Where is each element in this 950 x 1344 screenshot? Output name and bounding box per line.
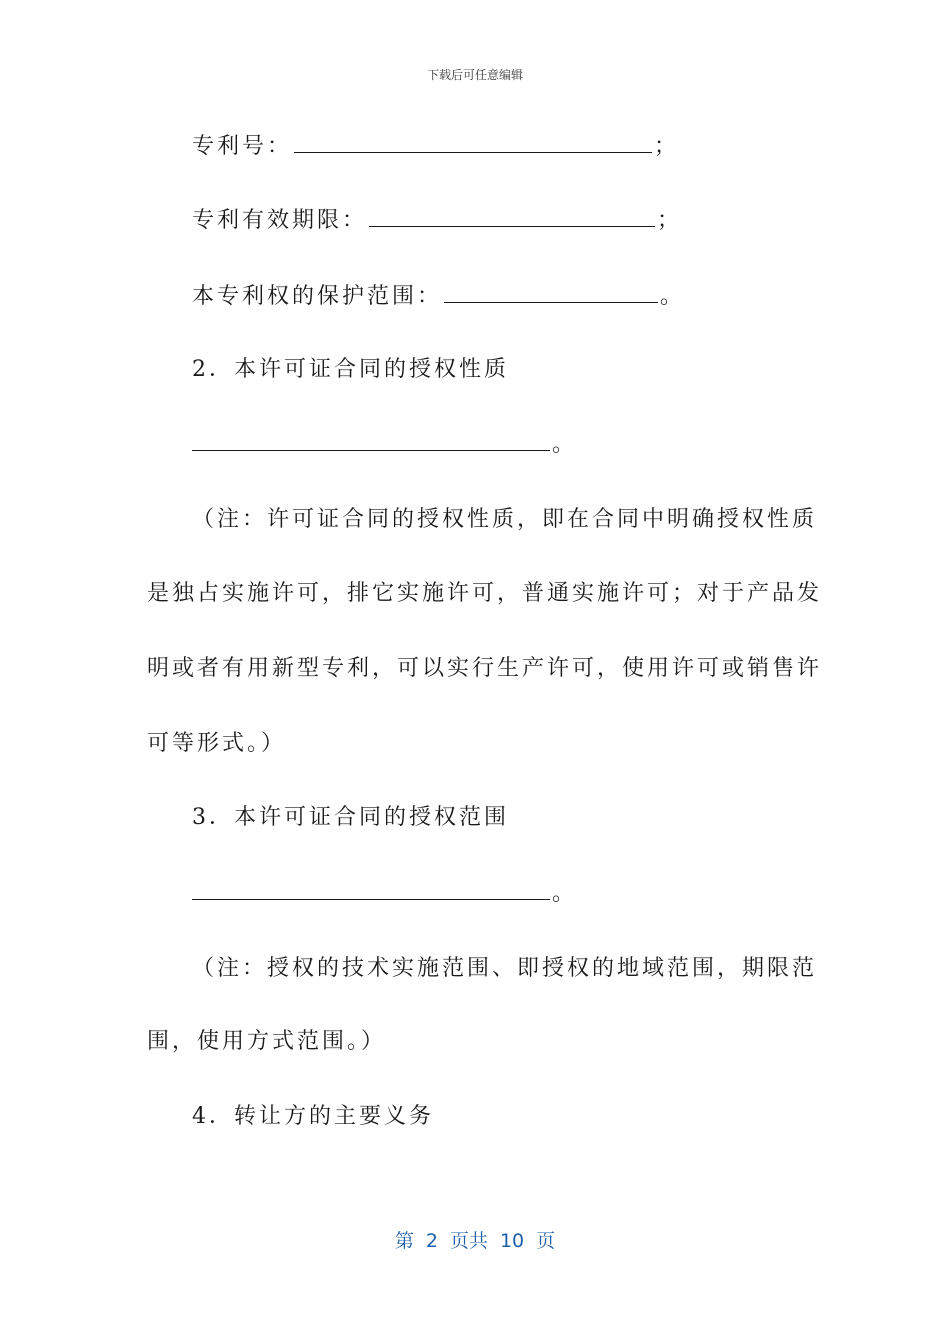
- scope-label: 本专利权的保护范围：: [192, 284, 443, 309]
- scope-end: 。: [660, 284, 686, 309]
- section2-note-line-2: 是独占实施许可，排它实施许可，普通实施许可；对于产品发: [147, 581, 823, 606]
- section3-blank-line: [192, 879, 577, 909]
- validity-label: 专利有效期限：: [192, 208, 368, 233]
- section4-heading: 4．转让方的主要义务: [192, 1104, 434, 1129]
- scope-blank: [444, 282, 658, 303]
- validity-blank: [369, 206, 655, 227]
- page-footer: [0, 1226, 950, 1253]
- footer-prefix: 第: [394, 1230, 414, 1252]
- footer-middle: 页共: [449, 1230, 488, 1252]
- section2-blank: [192, 430, 550, 451]
- section3-note-line-1: （注：授权的技术实施范围、即授权的地域范围，期限范: [192, 956, 818, 981]
- validity-line: [192, 206, 682, 236]
- section3-blank-end: 。: [552, 881, 578, 906]
- patent-number-blank: [294, 132, 652, 153]
- header-note: 下载后可任意编辑: [426, 68, 523, 82]
- section2-note-line-4: 可等形式。）: [147, 731, 287, 756]
- section2-blank-line: [192, 430, 577, 460]
- section2-note-line-1: （注：许可证合同的授权性质，即在合同中明确授权性质: [192, 507, 818, 532]
- section3-note-line-2: 围，使用方式范围。）: [147, 1029, 387, 1054]
- patent-number-end: ；: [654, 134, 680, 159]
- footer-total-pages: 10: [499, 1230, 525, 1252]
- scope-line: [192, 282, 685, 312]
- section2-blank-end: 。: [552, 432, 578, 457]
- patent-number-label: 专利号：: [192, 134, 293, 159]
- footer-page-number: 2: [425, 1230, 438, 1252]
- footer-suffix: 页: [536, 1230, 556, 1252]
- section3-blank: [192, 879, 550, 900]
- validity-end: ；: [657, 208, 683, 233]
- section2-heading: 2．本许可证合同的授权性质: [192, 357, 509, 382]
- section3-heading: 3．本许可证合同的授权范围: [192, 805, 509, 830]
- section2-note-line-3: 明或者有用新型专利，可以实行生产许可，使用许可或销售许: [147, 656, 823, 681]
- patent-number-line: [192, 132, 679, 162]
